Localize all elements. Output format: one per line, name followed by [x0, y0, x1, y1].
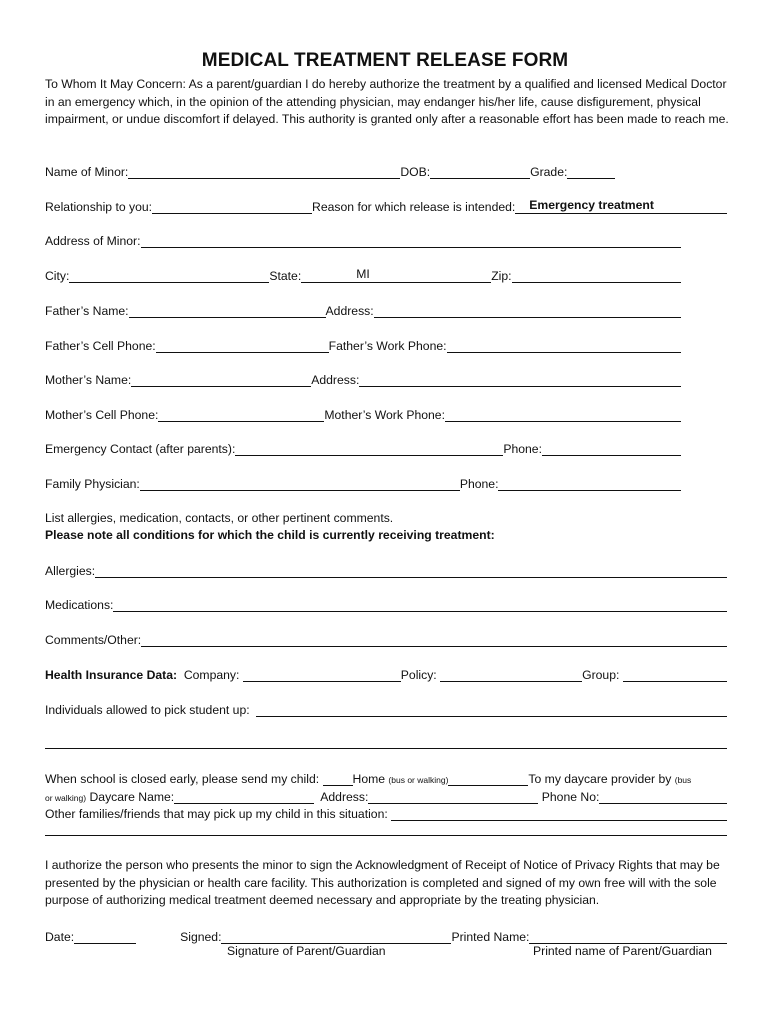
reason-label: Reason for which release is intended: [312, 200, 516, 214]
row-father-name [45, 302, 681, 318]
insurance-policy-label: Policy: [400, 668, 441, 682]
grade-field[interactable] [567, 165, 615, 179]
daycare-address-label: Address: [314, 790, 369, 804]
signature-caption: Signature of Parent/Guardian [227, 944, 386, 958]
name-of-minor-label: Name of Minor: [45, 165, 129, 179]
city-label: City: [45, 269, 70, 283]
grade-label: Grade: [530, 165, 568, 179]
printed-name-field[interactable] [529, 930, 727, 944]
emergency-contact-field[interactable] [235, 442, 503, 456]
other-families-label: Other families/friends that may pick up my child in this situation: [45, 807, 392, 821]
dob-label: DOB: [400, 165, 431, 179]
row-allergies [45, 562, 727, 578]
insurance-group-field[interactable] [623, 668, 727, 682]
mother-address-label: Address: [311, 373, 360, 387]
emergency-contact-label: Emergency Contact (after parents): [45, 442, 236, 456]
row-comments [45, 631, 727, 647]
mothers-name-label: Mother’s Name: [45, 373, 132, 387]
state-field[interactable] [301, 269, 491, 283]
row-mother-phones [45, 406, 681, 422]
daycare-phone-label: Phone No: [538, 790, 600, 804]
row-address-minor [45, 232, 681, 248]
insurance-label: Health Insurance Data: [45, 668, 178, 682]
intro-paragraph: To Whom It May Concern: As a parent/guardian I do hereby authorize the treatment by a qualified and licensed Medical Doctor in an emergency which, in the opinion of the attending physician, may endanger his/her life, cause disfigurement, physical impairment, or undue discomfort if delayed. This authority is granted only after a reasonable effort has been made to reach me. [45, 77, 729, 126]
daycare-choice-field[interactable] [448, 772, 528, 786]
row-signature [45, 928, 727, 944]
father-address-label: Address: [325, 304, 374, 318]
emergency-phone-label: Phone: [503, 442, 542, 456]
home-choice-field[interactable] [323, 772, 353, 786]
comments-label: Comments/Other: [45, 633, 142, 647]
city-field[interactable] [69, 269, 269, 283]
row-daycare [45, 788, 727, 804]
relationship-field[interactable] [152, 200, 312, 214]
row-mother-name [45, 371, 681, 387]
insurance-company-field[interactable] [243, 668, 401, 682]
daycare-note-a: (bus [674, 775, 692, 785]
fathers-cell-label: Father’s Cell Phone: [45, 339, 156, 353]
mothers-work-label: Mother’s Work Phone: [324, 408, 445, 422]
daycare-address-field[interactable] [368, 790, 538, 804]
home-note: (bus or walking) [388, 775, 449, 785]
row-minor [45, 163, 727, 179]
fathers-work-field[interactable] [447, 339, 681, 353]
signed-label: Signed: [180, 930, 222, 944]
insurance-company-label: Company: [177, 668, 243, 682]
dob-field[interactable] [430, 165, 530, 179]
row-insurance [45, 666, 727, 682]
mother-address-field[interactable] [359, 373, 681, 387]
family-physician-field[interactable] [140, 477, 460, 491]
row-father-phones [45, 337, 681, 353]
father-address-field[interactable] [374, 304, 681, 318]
family-physician-label: Family Physician: [45, 477, 140, 491]
relationship-label: Relationship to you: [45, 200, 153, 214]
medications-field[interactable] [113, 598, 727, 612]
home-label: Home [352, 772, 389, 786]
form-title: MEDICAL TREATMENT RELEASE FORM [201, 50, 569, 71]
row-city [45, 267, 681, 283]
allergies-label: Allergies: [45, 564, 96, 578]
physician-phone-field[interactable] [498, 477, 681, 491]
state-label: State: [269, 269, 302, 283]
state-value: MI [356, 267, 370, 281]
allergies-field[interactable] [95, 564, 727, 578]
other-families-extra-line[interactable] [45, 835, 727, 836]
daycare-label: To my daycare provider by [528, 772, 675, 786]
daycare-note-b: or walking) [45, 793, 87, 803]
row-physician [45, 475, 681, 491]
reason-field[interactable] [515, 200, 727, 214]
authorization-paragraph: I authorize the person who presents the minor to sign the Acknowledgment of Receipt of Notice of Privacy Rights that may be presented by the physician or health care facility. This authorization is completed and signed of my own free will with the sole purpose of authorizing medical treatment deemed necessary and appropriate by the treating physician. [45, 858, 720, 907]
pickup-field[interactable] [256, 703, 727, 717]
pickup-extra-line[interactable] [45, 748, 727, 749]
zip-label: Zip: [491, 269, 512, 283]
date-field[interactable] [74, 930, 136, 944]
fathers-cell-field[interactable] [156, 339, 329, 353]
reason-value: Emergency treatment [529, 198, 654, 212]
row-other-families [45, 805, 727, 821]
fathers-name-field[interactable] [129, 304, 326, 318]
physician-phone-label: Phone: [459, 477, 499, 491]
signature-field[interactable] [221, 930, 451, 944]
mothers-name-field[interactable] [131, 373, 311, 387]
pickup-label: Individuals allowed to pick student up: [45, 703, 257, 717]
insurance-policy-field[interactable] [440, 668, 582, 682]
mothers-cell-label: Mother’s Cell Phone: [45, 408, 159, 422]
daycare-phone-field[interactable] [599, 790, 727, 804]
insurance-group-label: Group: [582, 668, 623, 682]
address-of-minor-label: Address of Minor: [45, 234, 141, 248]
daycare-name-label: Daycare Name: [86, 790, 175, 804]
other-families-field[interactable] [391, 807, 727, 821]
row-relationship [45, 198, 727, 214]
allergies-intro: List allergies, medication, contacts, or other pertinent comments. [45, 511, 394, 525]
comments-field[interactable] [141, 633, 727, 647]
row-pickup [45, 701, 727, 717]
row-emergency [45, 440, 681, 456]
row-medications [45, 596, 727, 612]
row-school-closed [45, 770, 727, 786]
name-of-minor-field[interactable] [128, 165, 400, 179]
address-of-minor-field[interactable] [141, 234, 681, 248]
fathers-work-label: Father’s Work Phone: [328, 339, 447, 353]
mothers-cell-field[interactable] [158, 408, 324, 422]
printed-name-caption: Printed name of Parent/Guardian [533, 944, 712, 958]
allergies-note: Please note all conditions for which the child is currently receiving treatment: [45, 528, 495, 542]
mothers-work-field[interactable] [445, 408, 681, 422]
zip-field[interactable] [512, 269, 681, 283]
printed-name-label: Printed Name: [451, 930, 530, 944]
date-label: Date: [45, 930, 75, 944]
emergency-phone-field[interactable] [542, 442, 681, 456]
daycare-name-field[interactable] [174, 790, 314, 804]
medications-label: Medications: [45, 598, 114, 612]
school-closed-label: When school is closed early, please send my child: [45, 772, 323, 786]
fathers-name-label: Father’s Name: [45, 304, 129, 318]
